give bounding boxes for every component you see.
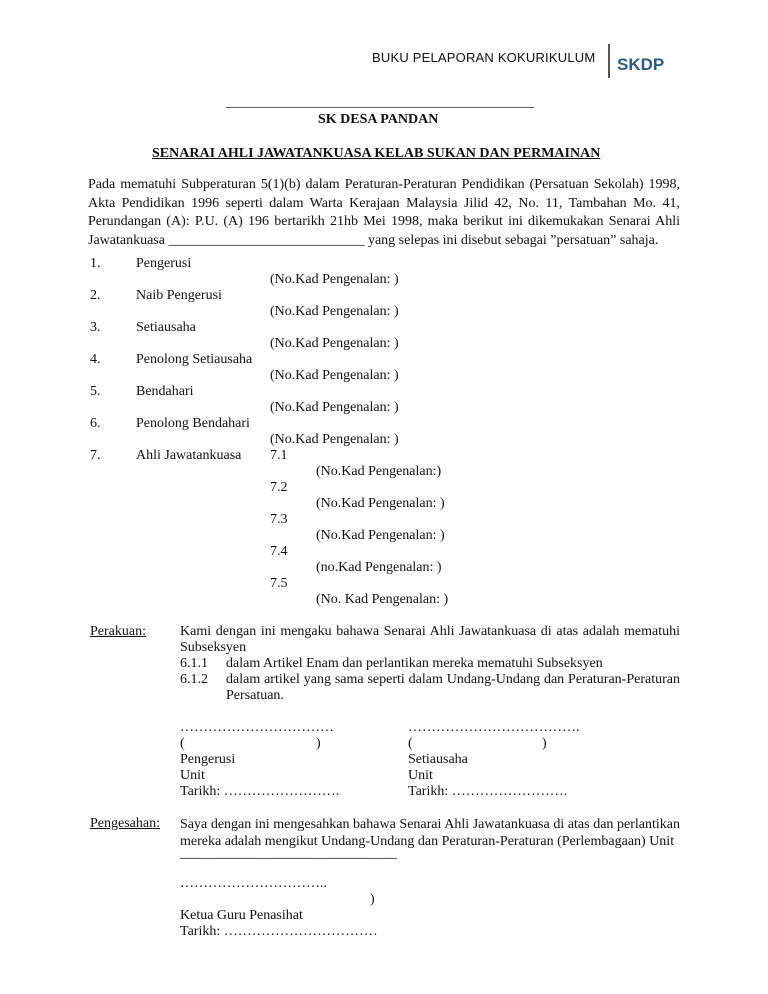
signature-date: Tarikh: …………………….: [180, 784, 340, 799]
role-ic: (No.Kad Pengenalan: ): [270, 368, 399, 383]
role-title: Penolong Setiausaha: [136, 352, 253, 367]
role-title: Pengerusi: [136, 256, 192, 271]
role-number: 1.: [90, 256, 101, 271]
member-number: 7.2: [270, 480, 288, 495]
signature-unit: Unit: [408, 768, 433, 783]
signature-paren-open: (: [180, 736, 185, 751]
document-title: SENARAI AHLI JAWATANKUASA KELAB SUKAN DAN PERMAINAN: [152, 146, 601, 161]
role-ic: (No.Kad Pengenalan: ): [270, 432, 399, 447]
skdp-logo: SKDP: [617, 55, 665, 74]
signature-dots: ……………………………: [180, 720, 334, 735]
role-ic: (No.Kad Pengenalan: ): [270, 272, 399, 287]
role-ic: (No.Kad Pengenalan: ): [270, 304, 399, 319]
pengesahan-role: Ketua Guru Penasihat: [180, 908, 303, 923]
role-number: 2.: [90, 288, 101, 303]
pengesahan-blank-line: _______________________________: [180, 846, 397, 861]
signature-date: Tarikh: …………………….: [408, 784, 568, 799]
member-ic: (No.Kad Pengenalan: ): [316, 528, 445, 543]
header-divider: [608, 44, 610, 78]
role-title: Naib Pengerusi: [136, 288, 222, 303]
school-blank-line: ____________________________________________: [226, 95, 534, 110]
perakuan-item-continuation: Persatuan.: [226, 688, 284, 703]
pengesahan-date: Tarikh: ……………………………: [180, 924, 378, 939]
signature-role: Pengerusi: [180, 752, 236, 767]
perakuan-item-text: dalam Artikel Enam dan perlantikan mereka mematuhi Subseksyen: [226, 656, 603, 671]
pengesahan-paren-close: ): [370, 892, 375, 907]
committee-title: Ahli Jawatankuasa: [136, 448, 242, 463]
member-ic: (no.Kad Pengenalan: ): [316, 560, 442, 575]
member-ic: (No.Kad Pengenalan:): [316, 464, 442, 479]
member-number: 7.3: [270, 512, 288, 527]
header-title: BUKU PELAPORAN KOKURIKULUM: [372, 50, 596, 65]
role-number: 3.: [90, 320, 101, 335]
signature-dots: ……………………………….: [408, 720, 580, 735]
signature-paren-close: ): [316, 736, 321, 751]
perakuan-label: Perakuan:: [90, 624, 146, 639]
member-ic: (No. Kad Pengenalan: ): [316, 592, 449, 607]
member-number: 7.1: [270, 448, 288, 463]
member-number: 7.5: [270, 576, 288, 591]
perakuan-item-number: 6.1.2: [180, 672, 208, 687]
member-number: 7.4: [270, 544, 288, 559]
role-title: Bendahari: [136, 384, 194, 399]
signature-paren-open: (: [408, 736, 413, 751]
role-number: 6.: [90, 416, 101, 431]
member-ic: (No.Kad Pengenalan: ): [316, 496, 445, 511]
signature-unit: Unit: [180, 768, 205, 783]
role-number: 4.: [90, 352, 101, 367]
signature-paren-close: ): [542, 736, 547, 751]
role-title: Setiausaha: [136, 320, 196, 335]
perakuan-item-number: 6.1.1: [180, 656, 208, 671]
role-number: 5.: [90, 384, 101, 399]
role-title: Penolong Bendahari: [136, 416, 250, 431]
school-name: SK DESA PANDAN: [318, 112, 439, 127]
perakuan-item-text: dalam artikel yang sama seperti dalam Undang-Undang dan Peraturan-Peraturan: [226, 672, 680, 687]
pengesahan-dots: …………………………..: [180, 876, 327, 891]
intro-paragraph: Pada mematuhi Subperaturan 5(1)(b) dalam Peraturan-Peraturan Pendidikan (Persatuan Sekolah) 1998, Akta Pendidikan 1996 seperti dalam Warta Kerajaan Malaysia Jilid 42, No. 11, Tambahan Mo. 41, Perundangan (A): P.U. (A) 196 bertarikh 21hb Mei 1998, maka berikut ini dikemukakan Senarai Ahli Jawatankuasa ____________________________ yang selepas ini disebut sebagai ”persatuan” sahaja.: [88, 177, 680, 248]
pengesahan-text: Saya dengan ini mengesahkan bahawa Senarai Ahli Jawatankuasa di atas dan perlantikan mereka adalah mengikut Undang-Undang dan Peraturan-Peraturan (Perlembagaan) Unit: [180, 817, 680, 849]
signature-role: Setiausaha: [408, 752, 468, 767]
perakuan-text: Kami dengan ini mengaku bahawa Senarai Ahli Jawatankuasa di atas adalah mematuhi Subseksyen: [180, 624, 680, 655]
committee-number: 7.: [90, 448, 101, 463]
role-ic: (No.Kad Pengenalan: ): [270, 400, 399, 415]
pengesahan-label: Pengesahan:: [90, 816, 160, 831]
role-ic: (No.Kad Pengenalan: ): [270, 336, 399, 351]
